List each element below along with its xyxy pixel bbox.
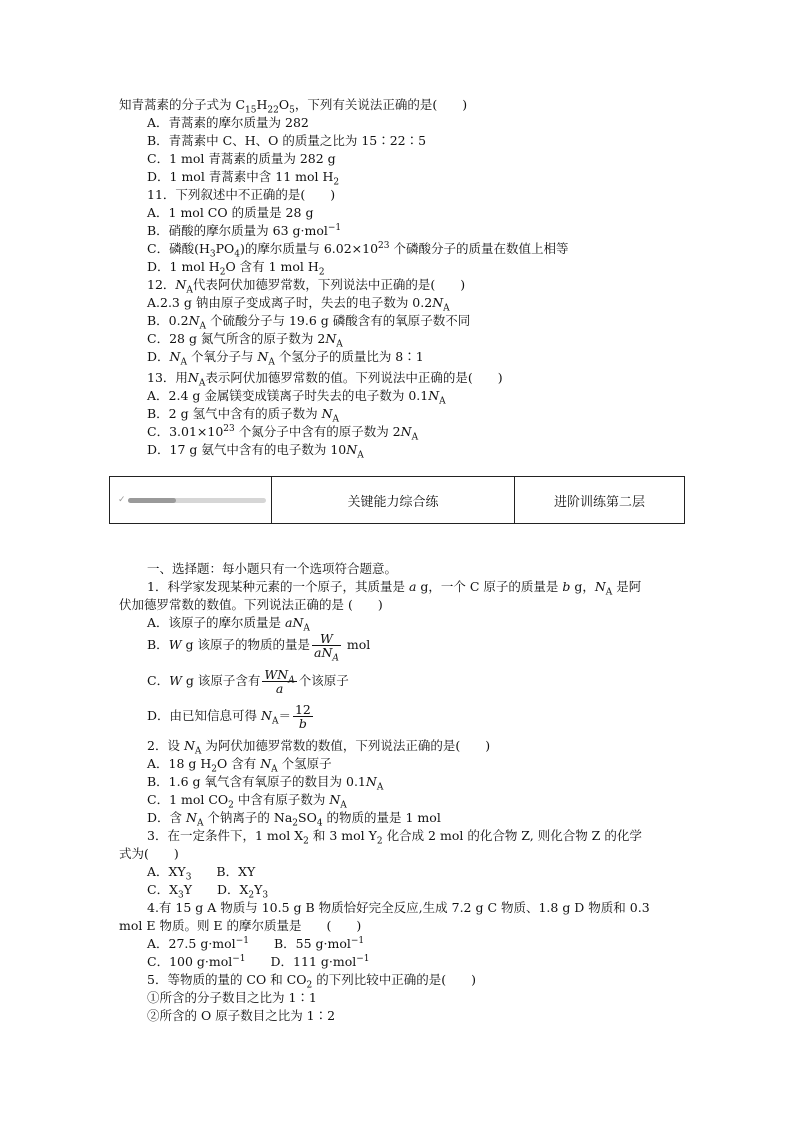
- s4-options-cd: C．100 g·mol$^{-1}$ D．111 g·mol$^{-1}$: [147, 953, 370, 969]
- q11-option-b: B．硝酸的摩尔质量为 63 g·mol$^{-1}$: [147, 222, 342, 238]
- q11-option-a: A．1 mol CO 的质量是 28 g: [147, 205, 314, 220]
- section-banner: [109, 476, 685, 524]
- q12-option-d: D．$N_A$ 个氧分子与 $N_A$ 个氢分子的质量比为 8∶1: [147, 349, 424, 368]
- s4-options-ab: A．27.5 g·mol$^{-1}$ B．55 g·mol$^{-1}$: [147, 935, 365, 951]
- s5-stem: 5．等物质的量的 CO 和 $CO_2$ 的下列比较中正确的是( ): [147, 972, 476, 991]
- s1-stem-line2: 伏加德罗常数的数值。下列说法正确的是 ( ): [119, 597, 383, 612]
- s2-stem: 2．设 $N_A$ 为阿伏加德罗常数的数值，下列说法正确的是( ): [147, 738, 491, 757]
- check-icon: ✓: [118, 495, 126, 505]
- q12-option-c: C．28 g 氮气所含的原子数为 $2N_A$: [147, 331, 343, 350]
- q10-option-c: C．1 mol 青蒿素的质量为 282 g: [147, 151, 336, 166]
- s2-option-c: C．1 mol $CO_2$ 中含有原子数为 $N_A$: [147, 792, 347, 811]
- s3-options-ab: A．$XY_3$ B．XY: [147, 864, 256, 883]
- s4-stem-line2: mol E 物质。则 E 的摩尔质量是 ( ): [119, 918, 362, 933]
- s1-option-c: C．W g 该原子含有 $\frac{WN_A}{a}$ 个该原子: [147, 667, 349, 696]
- section-heading: 一、选择题：每小题只有一个选项符合题意。: [147, 561, 398, 576]
- q11-option-d: D．1 mol $H_2O$ 含有 1 mol $H_2$: [147, 259, 325, 278]
- q13-option-c: C．$3.01\times 10^{23}$ 个氮分子中含有的原子数为 $2N_A$: [147, 423, 419, 443]
- s2-option-b: B．1.6 g 氧气含有氧原子的数目为 $0.1N_A$: [147, 774, 384, 793]
- q10-option-b: B．青蒿素中 C、H、O 的质量之比为 15∶22∶5: [147, 133, 427, 148]
- banner-title: 关键能力综合练: [272, 477, 515, 523]
- s3-options-cd: C．$X_3Y$ D．$X_2Y_3$: [147, 882, 269, 901]
- q13-option-a: A．2.4 g 金属镁变成镁离子时失去的电子数为 $0.1N_A$: [147, 388, 446, 407]
- banner-level: 进阶训练第二层: [553, 494, 645, 510]
- s1-option-d: D．由已知信息可得 $N_A=$ $\frac{12}{b}$: [147, 702, 311, 731]
- q11-stem: 11．下列叙述中不正确的是( ): [147, 187, 336, 202]
- s2-option-a: A．18 g $H_2O$ 含有 $N_A$ 个氢原子: [147, 756, 332, 775]
- s5-item-2: ②所含的 O 原子数目之比为 1∶2: [147, 1008, 336, 1023]
- s1-stem-line1: 1．科学家发现某种元素的一个原子，其质量是 a g，一个 C 原子的质量是 b g，$N_A$ 是阿: [147, 579, 642, 598]
- q11-option-c: C．磷酸$(H_3PO_4)$的摩尔质量与 $6.02\times 10^{23}$ 个磷酸分子的质量在数值上相等: [147, 240, 569, 260]
- s1-option-a: A．该原子的摩尔质量是 $aN_A$: [147, 615, 310, 634]
- s3-stem-line1: 3．在一定条件下，1 mol $X_2$ 和 3 mol $Y_2$ 化合成 2 mol 的化合物 Z, 则化合物 Z 的化学: [147, 828, 642, 847]
- q10-option-a: A．青蒿素的摩尔质量为 282: [147, 115, 309, 130]
- progress-bar-fill: [128, 498, 176, 503]
- q13-stem: 13．用$N_A$表示阿伏加德罗常数的值。下列说法中正确的是( ): [147, 370, 503, 389]
- q10-stem: 知青蒿素的分子式为 $C_{15}H_{22}O_5$，下列有关说法正确的是( ): [119, 97, 468, 116]
- q13-option-d: D．17 g 氨气中含有的电子数为 $10N_A$: [147, 442, 364, 461]
- q12-stem: 12．$N_A$代表阿伏加德罗常数，下列说法中正确的是( ): [147, 277, 466, 296]
- progress-cell: [110, 477, 272, 523]
- q12-option-a: A.2.3 g 钠由原子变成离子时，失去的电子数为 $0.2N_A$: [147, 295, 450, 314]
- q10-option-d: D．1 mol 青蒿素中含 11 mol $H_2$: [147, 169, 340, 188]
- s1-option-b: B．W g 该原子的物质的量是 $\frac{W}{aN_A}$ mol: [147, 631, 371, 664]
- progress-bar: [128, 498, 266, 503]
- q13-option-b: B．2 g 氢气中含有的质子数为 $N_A$: [147, 406, 339, 425]
- s4-stem-line1: 4.有 15 g A 物质与 10.5 g B 物质恰好完全反应,生成 7.2 g C 物质、1.8 g D 物质和 0.3: [147, 900, 650, 915]
- q12-option-b: B．$0.2N_A$ 个硫酸分子与 19.6 g 磷酸含有的氧原子数不同: [147, 313, 471, 332]
- s2-option-d: D．含 $N_A$ 个钠离子的 $Na_2SO_4$ 的物质的量是 1 mol: [147, 810, 441, 829]
- s5-item-1: ①所含的分子数目之比为 1∶1: [147, 990, 317, 1005]
- s3-stem-line2: 式为( ): [119, 846, 179, 861]
